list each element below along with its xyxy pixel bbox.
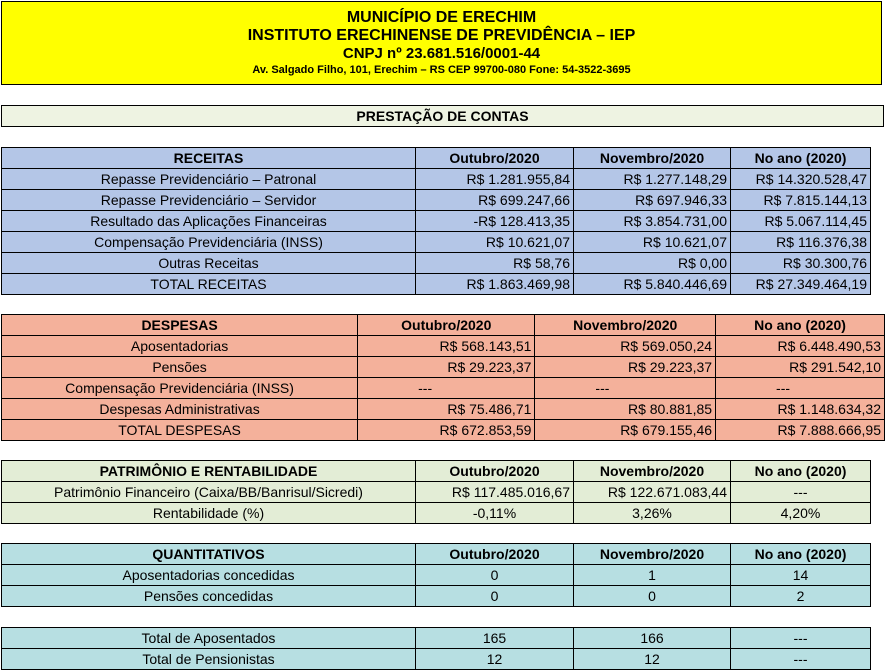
table-row	[2, 232, 871, 253]
col-novembro: Novembro/2020	[574, 148, 731, 169]
cell-value: ---	[535, 378, 716, 399]
row-label: Outras Receitas	[2, 253, 416, 274]
cell-value: R$ 27.349.464,19	[731, 274, 871, 295]
cell-value: R$ 116.376,38	[731, 232, 871, 253]
table-row	[2, 628, 871, 649]
cell-value: R$ 1.281.955,84	[416, 169, 574, 190]
cell-value: R$ 1.863.469,98	[416, 274, 574, 295]
row-label: Patrimônio Financeiro (Caixa/BB/Banrisul/Sicredi)	[2, 482, 416, 503]
quantitativos-table	[1, 543, 871, 607]
row-label: Aposentadorias	[2, 336, 358, 357]
row-label: Compensação Previdenciária (INSS)	[2, 232, 416, 253]
cell-value: ---	[731, 649, 871, 670]
cell-value: 14	[731, 565, 871, 586]
table-row	[2, 169, 871, 190]
col-novembro: Novembro/2020	[574, 461, 731, 482]
header-banner	[1, 1, 882, 85]
cell-value: R$ 697.946,33	[574, 190, 731, 211]
cell-value: 1	[574, 565, 731, 586]
total-row	[2, 420, 885, 441]
cell-value: R$ 30.300,76	[731, 253, 871, 274]
municipality-title: MUNICÍPIO DE ERECHIM	[346, 9, 537, 26]
table-row	[2, 336, 885, 357]
cell-value: R$ 3.854.731,00	[574, 211, 731, 232]
receitas-header-row	[2, 148, 871, 169]
row-label: Total de Pensionistas	[2, 649, 416, 670]
col-outubro: Outubro/2020	[416, 461, 574, 482]
row-label: Total de Aposentados	[2, 628, 416, 649]
cell-value: R$ 1.277.148,29	[574, 169, 731, 190]
cell-value: 0	[416, 586, 574, 607]
cell-value: R$ 568.143,51	[358, 336, 535, 357]
cell-value: R$ 291.542,10	[716, 357, 885, 378]
address-line: Av. Salgado Filho, 101, Erechim – RS CEP 99700-080 Fone: 54-3522-3695	[252, 64, 631, 76]
cell-value: R$ 679.155,46	[535, 420, 716, 441]
col-novembro: Novembro/2020	[574, 544, 731, 565]
cell-value: R$ 1.148.634,32	[716, 399, 885, 420]
table-row	[2, 482, 871, 503]
despesas-table	[1, 314, 885, 441]
cell-value: -R$ 128.413,35	[416, 211, 574, 232]
receitas-table	[1, 147, 871, 295]
table-row	[2, 399, 885, 420]
col-ano: No ano (2020)	[731, 461, 871, 482]
cell-value: ---	[358, 378, 535, 399]
cell-value: -0,11%	[416, 503, 574, 524]
col-outubro: Outubro/2020	[416, 148, 574, 169]
quantitativos-header-row	[2, 544, 871, 565]
cell-value: R$ 29.223,37	[358, 357, 535, 378]
table-row	[2, 565, 871, 586]
cell-value: R$ 29.223,37	[535, 357, 716, 378]
cell-value: R$ 58,76	[416, 253, 574, 274]
quantitativos-header: QUANTITATIVOS	[2, 544, 416, 565]
table-row	[2, 503, 871, 524]
cell-value: R$ 14.320.528,47	[731, 169, 871, 190]
total-row	[2, 274, 871, 295]
cell-value: 2	[731, 586, 871, 607]
col-outubro: Outubro/2020	[358, 315, 535, 336]
cell-value: 12	[416, 649, 574, 670]
cell-value: R$ 75.486,71	[358, 399, 535, 420]
row-label: Despesas Administrativas	[2, 399, 358, 420]
cell-value: 4,20%	[731, 503, 871, 524]
cell-value: R$ 672.853,59	[358, 420, 535, 441]
cell-value: R$ 117.485.016,67	[416, 482, 574, 503]
cell-value: R$ 10.621,07	[574, 232, 731, 253]
cnpj-line: CNPJ nº 23.681.516/0001-44	[342, 45, 541, 62]
cell-value: R$ 699.247,66	[416, 190, 574, 211]
cell-value: R$ 0,00	[574, 253, 731, 274]
cell-value: R$ 80.881,85	[535, 399, 716, 420]
table-row	[2, 586, 871, 607]
despesas-header-row	[2, 315, 885, 336]
cell-value: R$ 7.888.666,95	[716, 420, 885, 441]
row-label: TOTAL RECEITAS	[2, 274, 416, 295]
col-outubro: Outubro/2020	[416, 544, 574, 565]
table-row	[2, 378, 885, 399]
cell-value: R$ 122.671.083,44	[574, 482, 731, 503]
cell-value: ---	[716, 378, 885, 399]
col-ano: No ano (2020)	[716, 315, 885, 336]
row-label: Rentabilidade (%)	[2, 503, 416, 524]
cell-value: R$ 569.050,24	[535, 336, 716, 357]
patrimonio-table	[1, 460, 871, 524]
cell-value: R$ 6.448.490,53	[716, 336, 885, 357]
receitas-header: RECEITAS	[2, 148, 416, 169]
cell-value: 0	[416, 565, 574, 586]
row-label: Pensões concedidas	[2, 586, 416, 607]
row-label: TOTAL DESPESAS	[2, 420, 358, 441]
cell-value: ---	[731, 628, 871, 649]
cell-value: R$ 5.067.114,45	[731, 211, 871, 232]
table-row	[2, 253, 871, 274]
cell-value: 165	[416, 628, 574, 649]
title-table	[1, 105, 884, 127]
patrimonio-header: PATRIMÔNIO E RENTABILIDADE	[2, 461, 416, 482]
col-novembro: Novembro/2020	[535, 315, 716, 336]
totais-table	[1, 627, 871, 670]
table-row	[2, 357, 885, 378]
institute-title: INSTITUTO ERECHINENSE DE PREVIDÊNCIA – IEP	[247, 27, 636, 44]
cell-value: 166	[574, 628, 731, 649]
cell-value: R$ 5.840.446,69	[574, 274, 731, 295]
row-label: Resultado das Aplicações Financeiras	[2, 211, 416, 232]
cell-value: R$ 7.815.144,13	[731, 190, 871, 211]
page-title: PRESTAÇÃO DE CONTAS	[2, 106, 884, 127]
patrimonio-header-row	[2, 461, 871, 482]
col-ano: No ano (2020)	[731, 544, 871, 565]
cell-value: 0	[574, 586, 731, 607]
col-ano: No ano (2020)	[731, 148, 871, 169]
cell-value: ---	[731, 482, 871, 503]
cell-value: R$ 10.621,07	[416, 232, 574, 253]
cell-value: 12	[574, 649, 731, 670]
cell-value: 3,26%	[574, 503, 731, 524]
row-label: Repasse Previdenciário – Servidor	[2, 190, 416, 211]
row-label: Compensação Previdenciária (INSS)	[2, 378, 358, 399]
row-label: Pensões	[2, 357, 358, 378]
despesas-header: DESPESAS	[2, 315, 358, 336]
table-row	[2, 211, 871, 232]
table-row	[2, 649, 871, 670]
row-label: Aposentadorias concedidas	[2, 565, 416, 586]
row-label: Repasse Previdenciário – Patronal	[2, 169, 416, 190]
table-row	[2, 190, 871, 211]
